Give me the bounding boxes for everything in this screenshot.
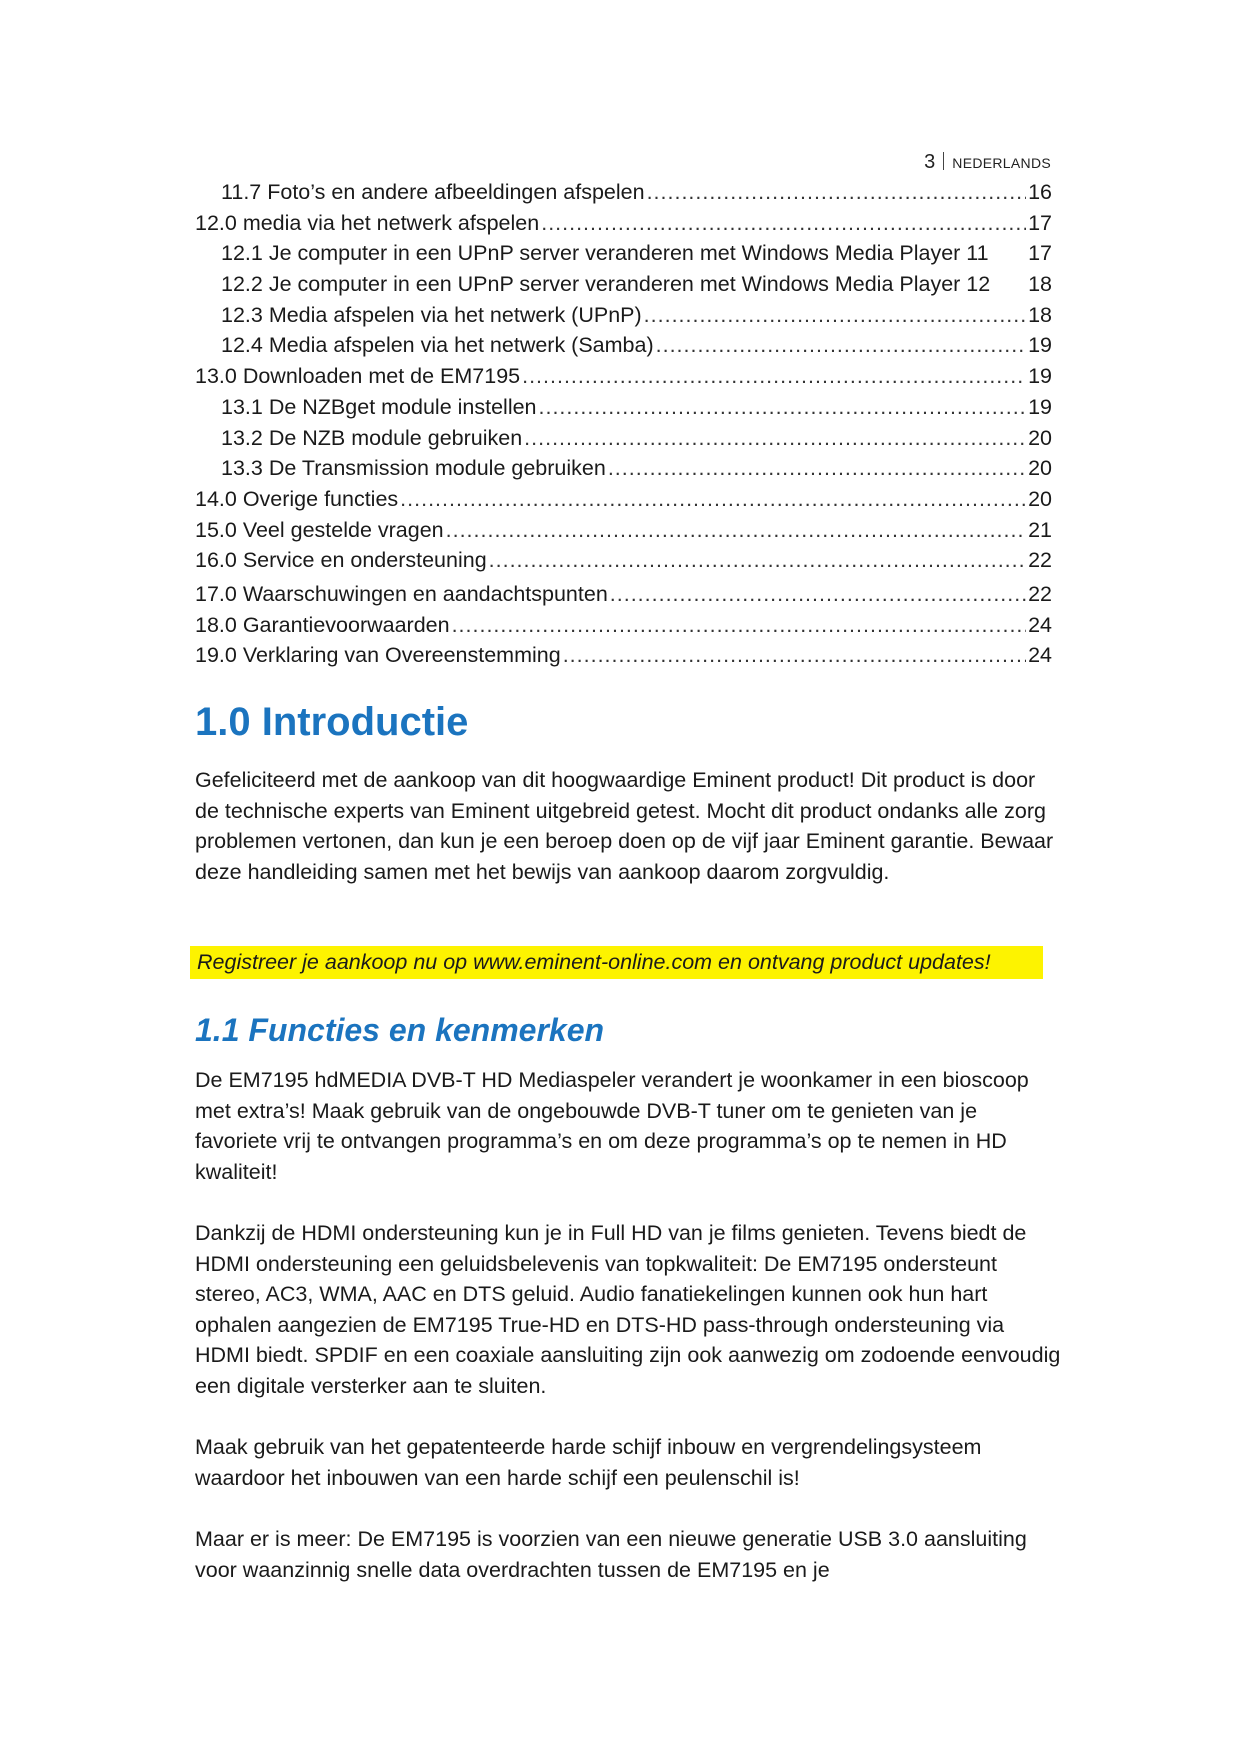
toc-entry[interactable] [195,241,1052,272]
toc-entry-title: 12.0 media via het netwerk afspelen [195,210,540,235]
toc-entry[interactable] [195,643,1052,674]
toc-leader-dots [992,272,1026,297]
toc-entry[interactable] [195,211,1052,242]
toc-entry[interactable] [195,548,1052,579]
table-of-contents [195,180,1052,674]
toc-entry-title: 12.2 Je computer in een UPnP server veranderen met Windows Media Player 12 [221,272,991,297]
toc-leader-dots [563,643,1026,668]
toc-entry-title: 12.1 Je computer in een UPnP server veranderen met Windows Media Player 11 [221,241,989,266]
toc-entry-page: 20 [1028,425,1052,450]
toc-entry[interactable] [195,395,1052,426]
toc-entry-page: 24 [1028,643,1052,668]
toc-entry-page: 20 [1028,456,1052,481]
toc-entry[interactable] [195,364,1052,395]
toc-entry[interactable] [195,426,1052,457]
toc-entry[interactable] [195,613,1052,644]
toc-entry-page: 19 [1028,364,1052,389]
toc-entry-page: 19 [1028,333,1052,358]
toc-leader-dots [991,241,1026,266]
toc-entry[interactable] [195,272,1052,303]
toc-leader-dots [656,333,1026,358]
toc-entry[interactable] [195,456,1052,487]
toc-entry-title: 15.0 Veel gestelde vragen [195,517,444,542]
toc-entry-page: 16 [1028,180,1052,204]
toc-entry-page: 19 [1028,394,1052,419]
features-paragraph-1: De EM7195 hdMEDIA DVB-T HD Mediaspeler verandert je woonkamer in een bioscoop met extra’s! Maak gebruik van de ongebouwde DVB-T tuner om te genieten van je favoriete vrij te ontvangen programma’s en om deze programma’s op te nemen in HD kwaliteit! [195,1068,1029,1184]
toc-entry[interactable] [195,518,1052,549]
toc-entry-page: 17 [1028,210,1052,235]
intro-paragraph: Gefeliciteerd met de aankoop van dit hoogwaardige Eminent product! Dit product is door de technische experts van Eminent uitgebreid getest. Mocht dit product ondanks alle zorg problemen vertonen, dan kun je een beroep doen op de vijf jaar Eminent garantie. Bewaar deze handleiding samen met het bewijs van aankoop daarom zorgvuldig. [195,768,1054,884]
toc-entry-page: 17 [1028,241,1052,266]
toc-leader-dots [541,211,1026,236]
toc-entry-title: 11.7 Foto’s en andere afbeeldingen afspelen [221,180,645,204]
toc-entry[interactable] [195,333,1052,364]
toc-entry-title: 13.1 De NZBget module instellen [221,394,537,419]
toc-leader-dots [539,395,1027,420]
features-paragraph-3: Maak gebruik van het gepatenteerde harde schijf inbouw en vergrendelingsysteem waardoor het inbouwen van een harde schijf een peulenschil is! [195,1435,982,1490]
page-number: 3 [924,151,936,173]
toc-leader-dots [647,180,1027,205]
toc-entry-title: 19.0 Verklaring van Overeenstemming [195,643,561,668]
toc-entry-page: 24 [1028,612,1052,637]
toc-entry-page: 22 [1028,581,1052,606]
features-paragraph-4: Maar er is meer: De EM7195 is voorzien van een nieuwe generatie USB 3.0 aansluiting voor waanzinnig snelle data overdrachten tussen de EM7195 en je [195,1527,1027,1582]
toc-entry-page: 21 [1028,517,1052,542]
toc-leader-dots [610,582,1026,607]
toc-entry-page: 18 [1028,272,1052,297]
toc-entry-title: 17.0 Waarschuwingen en aandachtspunten [195,581,608,606]
toc-entry[interactable] [195,180,1052,211]
toc-entry[interactable] [195,303,1052,334]
header-separator [943,152,944,170]
toc-leader-dots [644,303,1026,328]
features-paragraph-2: Dankzij de HDMI ondersteuning kun je in Full HD van je films genieten. Tevens biedt de HDMI ondersteuning een geluidsbelevenis van topkwaliteit: De EM7195 ondersteunt stereo, AC3, WMA, AAC en DTS geluid. Audio fanatiekelingen kunnen ook hun hart ophalen aangezien de EM7195 True-HD en DTS-HD pass-through ondersteuning via HDMI biedt. SPDIF en een coaxiale aansluiting zijn ook aanwezig om zodoende eenvoudig een digitale versterker aan te sluiten. [195,1221,1061,1398]
toc-leader-dots [524,426,1026,451]
toc-entry-page: 20 [1028,486,1052,511]
toc-entry-title: 18.0 Garantievoorwaarden [195,612,450,637]
toc-entry-title: 13.0 Downloaden met de EM7195 [195,364,521,389]
toc-leader-dots [400,487,1026,512]
toc-leader-dots [608,456,1026,481]
toc-entry-page: 22 [1028,548,1052,573]
features-heading: 1.1 Functies en kenmerken [195,1012,605,1048]
header-language: NEDERLANDS [952,155,1051,171]
page-header [924,150,1051,174]
toc-entry-page: 18 [1028,302,1052,327]
intro-heading: 1.0 Introductie [195,700,469,744]
toc-leader-dots [522,364,1026,389]
toc-entry-title: 12.3 Media afspelen via het netwerk (UPnP) [221,302,642,327]
register-highlight-note: Registreer je aankoop nu op www.eminent-online.com en ontvang product updates! [190,946,1043,979]
toc-leader-dots [489,548,1026,573]
toc-entry-title: 14.0 Overige functies [195,486,399,511]
toc-leader-dots [452,613,1027,638]
toc-leader-dots [446,518,1026,543]
toc-entry[interactable] [195,487,1052,518]
toc-entry[interactable] [195,582,1052,613]
toc-entry-title: 13.2 De NZB module gebruiken [221,425,523,450]
toc-entry-title: 16.0 Service en ondersteuning [195,548,487,573]
toc-entry-title: 12.4 Media afspelen via het netwerk (Samba) [221,333,654,358]
toc-entry-title: 13.3 De Transmission module gebruiken [221,456,606,481]
